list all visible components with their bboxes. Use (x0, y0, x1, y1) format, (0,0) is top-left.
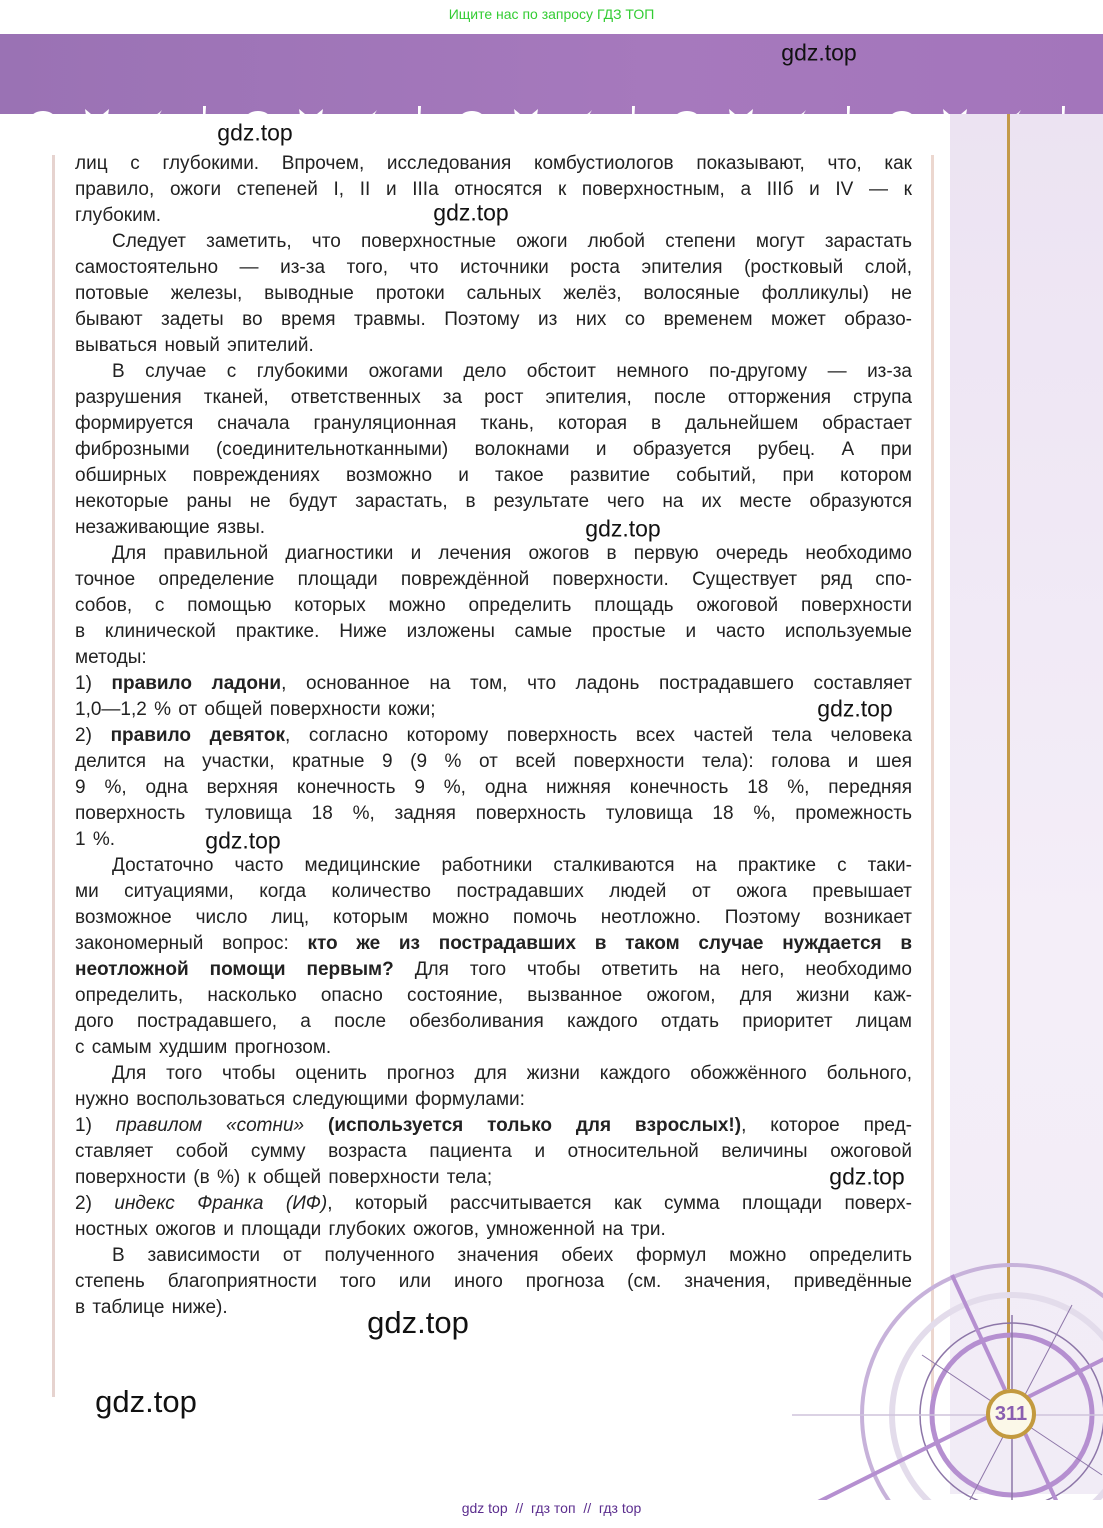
text-line (75, 593, 912, 619)
text-run: возможное число лиц, которым можно помочь неотложно. Поэтому возникает (75, 907, 912, 928)
text-line (75, 1165, 912, 1191)
text-run: ставляет собой сумму возраста пациента и относительной величины ожоговой (75, 1141, 912, 1162)
watermark: gdz.top (433, 199, 509, 226)
text-line (75, 1191, 912, 1217)
text-line (75, 151, 912, 177)
animal-silhouette-icon (135, 104, 165, 134)
text-line (75, 359, 912, 385)
italic-text: индекс Франка (ИФ) (114, 1193, 328, 1214)
search-hint: Ищите нас по запросу ГДЗ ТОП (448, 6, 655, 22)
text-run: Следует заметить, что поверхностные ожоги любой степени могут зарастать (112, 231, 912, 252)
text-run: лиц с глубокими. Впрочем, исследования комбустиологов показывают, что, как (75, 153, 912, 174)
bold-text: кто же из пострадавших в таком случае нуждается в (307, 933, 912, 954)
watermark: gdz.top (367, 1305, 469, 1340)
text-run: 1 %. (75, 829, 116, 850)
text-run: глубоким. (75, 205, 162, 226)
watermark: gdz.top (781, 39, 857, 66)
text-line (75, 385, 912, 411)
text-run: ми ситуациями, когда количество пострадавших людей от ожога превышает (75, 881, 912, 902)
left-margin-rule (52, 155, 55, 1397)
text-run: Для того чтобы ответить на него, необходимо (393, 959, 913, 980)
animal-silhouette-icon (833, 104, 863, 134)
bold-text: правило ладони (111, 673, 282, 694)
text-line (75, 463, 912, 489)
animal-silhouette-icon (618, 104, 648, 134)
watermark: gdz.top (95, 1384, 197, 1419)
header-banner (0, 34, 1103, 114)
text-run: 2) (75, 1193, 115, 1214)
text-line (75, 1139, 912, 1165)
text-run: 1) (75, 673, 112, 694)
watermark: gdz.top (217, 119, 293, 146)
animal-silhouette-icon (672, 104, 702, 134)
gold-divider (1007, 114, 1010, 1389)
text-line (75, 1243, 912, 1269)
bold-text: (используется только для взрослых!) (328, 1115, 742, 1136)
text-line (75, 983, 912, 1009)
text-run: В зависимости от полученного значения обеих формул можно определить (112, 1245, 912, 1266)
text-line (75, 1295, 912, 1321)
animal-silhouette-icon (457, 104, 487, 134)
text-run: нужно воспользоваться следующими формулами: (75, 1089, 525, 1110)
text-run: бывают задеты во время травмы. Поэтому из них со временем может образо- (75, 309, 912, 330)
animal-silhouette-icon (82, 104, 112, 134)
animal-silhouette-icon (726, 104, 756, 134)
text-line (75, 281, 912, 307)
body-text (75, 151, 912, 1321)
text-line (75, 749, 912, 775)
text-line (75, 775, 912, 801)
text-run: некоторые раны не будут зарастать, в результате чего на их месте образуются (75, 491, 912, 512)
text-run: поверхность туловища 18 %, задняя поверхность туловища 18 %, промежность (75, 803, 912, 824)
text-run: , который рассчитывается как сумма площади поверх- (327, 1193, 912, 1214)
text-run: в таблице ниже). (75, 1297, 228, 1318)
animal-silhouette-icon (511, 104, 541, 134)
text-run: 2) (75, 725, 111, 746)
text-run: незаживающие язвы. (75, 517, 266, 538)
text-line (75, 1009, 912, 1035)
text-line (75, 853, 912, 879)
text-line (75, 541, 912, 567)
text-line (75, 333, 912, 359)
text-line (75, 645, 912, 671)
text-line (75, 957, 912, 983)
animal-silhouette-icon (296, 104, 326, 134)
text-run: самостоятельно — из-за того, что источники роста эпителия (ростковый слой, (75, 257, 912, 278)
text-run: степень благоприятности того или иного прогноза (см. значения, приведённые (75, 1271, 912, 1292)
animal-silhouette-icon (779, 104, 809, 134)
text-line (75, 723, 912, 749)
text-line (75, 671, 912, 697)
text-run: 1) (75, 1115, 116, 1136)
footer-link[interactable]: гдз топ (530, 1500, 576, 1516)
footer-link[interactable]: гдз top (598, 1500, 642, 1516)
text-run: , основанное на том, что ладонь пострадавшего составляет (281, 673, 912, 694)
text-run: определить, насколько опасно состояние, вызванное ожогом, для жизни каж- (75, 985, 912, 1006)
text-run: вываться новый эпителий. (75, 335, 314, 356)
footer-separator: // (515, 1500, 524, 1516)
text-line (75, 1035, 912, 1061)
text-run: дого пострадавшего, а после обезболивания каждого отдать приоритет лицам (75, 1011, 912, 1032)
text-run: обширных повреждениях возможно и такое развитие событий, при котором (75, 465, 912, 486)
text-line (75, 801, 912, 827)
footer-separator: // (583, 1500, 592, 1516)
text-run: правило, ожоги степеней I, II и IIIа относятся к поверхностным, а IIIб и IV — к (75, 179, 912, 200)
text-run: формируется сначала грануляционная ткань, которая в дальнейшем обрастает (75, 413, 912, 434)
text-run: собов, с помощью которых можно определить площадь ожоговой поверхности (75, 595, 912, 616)
text-run: 1,0—1,2 % от общей поверхности кожи; (75, 699, 436, 720)
text-run: , которое пред- (741, 1115, 912, 1136)
footer-link[interactable]: gdz top (461, 1500, 508, 1516)
text-line (75, 1061, 912, 1087)
text-line (75, 827, 912, 853)
text-line (75, 255, 912, 281)
text-run: в клинической практике. Ниже изложены самые простые и часто используемые (75, 621, 912, 642)
animal-silhouette-icon (28, 104, 58, 134)
text-run: с самым худшим прогнозом. (75, 1037, 332, 1058)
text-line (75, 619, 912, 645)
animal-silhouette-icon (565, 104, 595, 134)
text-run: Для правильной диагностики и лечения ожогов в первую очередь необходимо (112, 543, 912, 564)
text-run: разрушения тканей, ответственных за рост эпителия, после отторжения струпа (75, 387, 912, 408)
text-line (75, 905, 912, 931)
animal-silhouette-icon (404, 104, 434, 134)
text-run: делится на участки, кратные 9 (9 % от всей поверхности тела): голова и шея (75, 751, 912, 772)
text-run: потовые железы, выводные протоки сальных желёз, волосяные фолликулы) не (75, 283, 912, 304)
watermark: gdz.top (205, 827, 281, 854)
watermark: gdz.top (829, 1163, 905, 1190)
footer (0, 1500, 1103, 1516)
right-margin-rule (931, 155, 934, 1398)
animal-silhouette-icon (350, 104, 380, 134)
text-line (75, 567, 912, 593)
text-run: поверхности (в %) к общей поверхности тела; (75, 1167, 493, 1188)
text-line (75, 307, 912, 333)
text-line (75, 489, 912, 515)
watermark: gdz.top (585, 515, 661, 542)
text-line (75, 411, 912, 437)
text-run: ностных ожогов и площади глубоких ожогов, умноженной на три. (75, 1219, 666, 1240)
text-line (75, 515, 912, 541)
text-run: Для того чтобы оценить прогноз для жизни каждого обожжённого больного, (112, 1063, 912, 1084)
text-line (75, 697, 912, 723)
page-number: 311 (986, 1389, 1036, 1439)
text-line (75, 229, 912, 255)
text-run: Достаточно часто медицинские работники сталкиваются на практике с таки- (112, 855, 912, 876)
text-run: закономерный вопрос: (75, 933, 308, 954)
animal-silhouette-icon (887, 104, 917, 134)
text-line (75, 931, 912, 957)
text-run: точное определение площади повреждённой поверхности. Существует ряд спо- (75, 569, 912, 590)
text-line (75, 1113, 912, 1139)
text-line (75, 1217, 912, 1243)
bold-text: правило девяток (110, 725, 285, 746)
animal-silhouette-icon (189, 104, 219, 134)
text-run: 9 %, одна верхняя конечность 9 %, одна нижняя конечность 18 %, передняя (75, 777, 912, 798)
italic-text: правилом «сотни» (115, 1115, 305, 1136)
text-run (304, 1115, 328, 1136)
text-run: фиброзными (соединительнотканными) волокнами и образуется рубец. А при (75, 439, 912, 460)
watermark: gdz.top (817, 695, 893, 722)
text-run: , согласно которому поверхность всех частей тела человека (284, 725, 912, 746)
text-line (75, 879, 912, 905)
text-line (75, 1269, 912, 1295)
text-line (75, 1087, 912, 1113)
animal-silhouettes-row (28, 104, 1078, 136)
text-run: В случае с глубокими ожогами дело обстоит немного по-другому — из-за (112, 361, 912, 382)
bold-text: неотложной помощи первым? (75, 959, 394, 980)
text-run: методы: (75, 647, 147, 668)
text-line (75, 437, 912, 463)
